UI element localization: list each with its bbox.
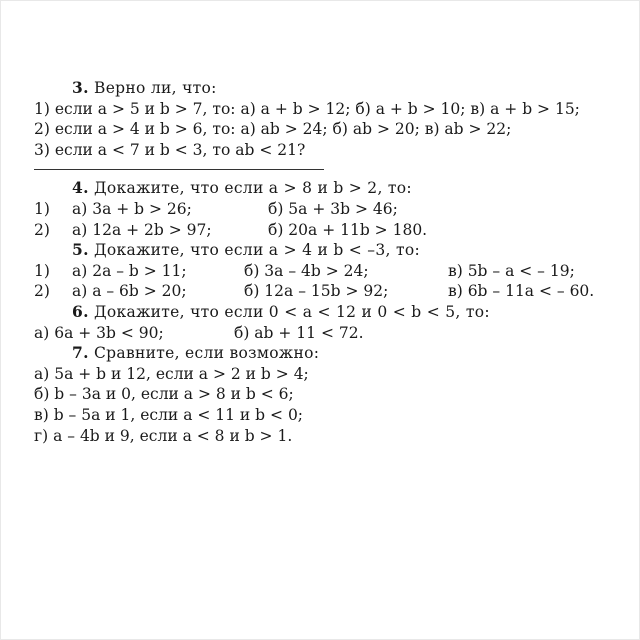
task-4-title: 4. Докажите, что если a > 8 и b > 2, то:: [72, 178, 412, 198]
task-6-row: а) 6a + 3b < 90; б) ab + 11 < 72.: [34, 323, 364, 342]
task-3-line-1: 1) если a > 5 и b > 7, то: а) a + b > 12; б) a + b > 10; в) a + b > 15;: [34, 99, 580, 118]
task-3-title: 3. Верно ли, что:: [72, 78, 217, 97]
task-5-row-2: 2) а) a – 6b > 20; б) 12a – 15b > 92; в) 6b – 11a < – 60.: [34, 282, 595, 301]
worksheet: [34, 78, 630, 446]
task-5-title: 5. Докажите, что если a > 4 и b < –3, то:: [72, 240, 420, 260]
task-7-line-c: в) b – 5a и 1, если a < 11 и b < 0;: [34, 405, 304, 424]
task-4-row-2: 2) а) 12a + 2b > 97; б) 20a + 11b > 180.: [34, 220, 428, 239]
task-7-title: 7. Сравните, если возможно:: [72, 343, 320, 363]
task-3-line-3: 3) если a < 7 и b < 3, то ab < 21?: [34, 140, 306, 159]
task-3-line-2: 2) если a > 4 и b > 6, то: а) ab > 24; б) ab > 20; в) ab > 22;: [34, 120, 512, 139]
task-7-line-d: г) a – 4b и 9, если a < 8 и b > 1.: [34, 426, 293, 445]
divider-line: [34, 169, 324, 170]
task-6-title: 6. Докажите, что если 0 < a < 12 и 0 < b < 5, то:: [72, 301, 490, 321]
task-7-line-a: а) 5a + b и 12, если a > 2 и b > 4;: [34, 364, 309, 383]
task-7-line-b: б) b – 3a и 0, если a > 8 и b < 6;: [34, 385, 294, 404]
task-5-row-1: 1) а) 2a – b > 11; б) 3a – 4b > 24; в) 5b – a < – 19;: [34, 261, 575, 280]
task-4-row-1: 1) а) 3a + b > 26; б) 5a + 3b > 46;: [34, 199, 398, 218]
